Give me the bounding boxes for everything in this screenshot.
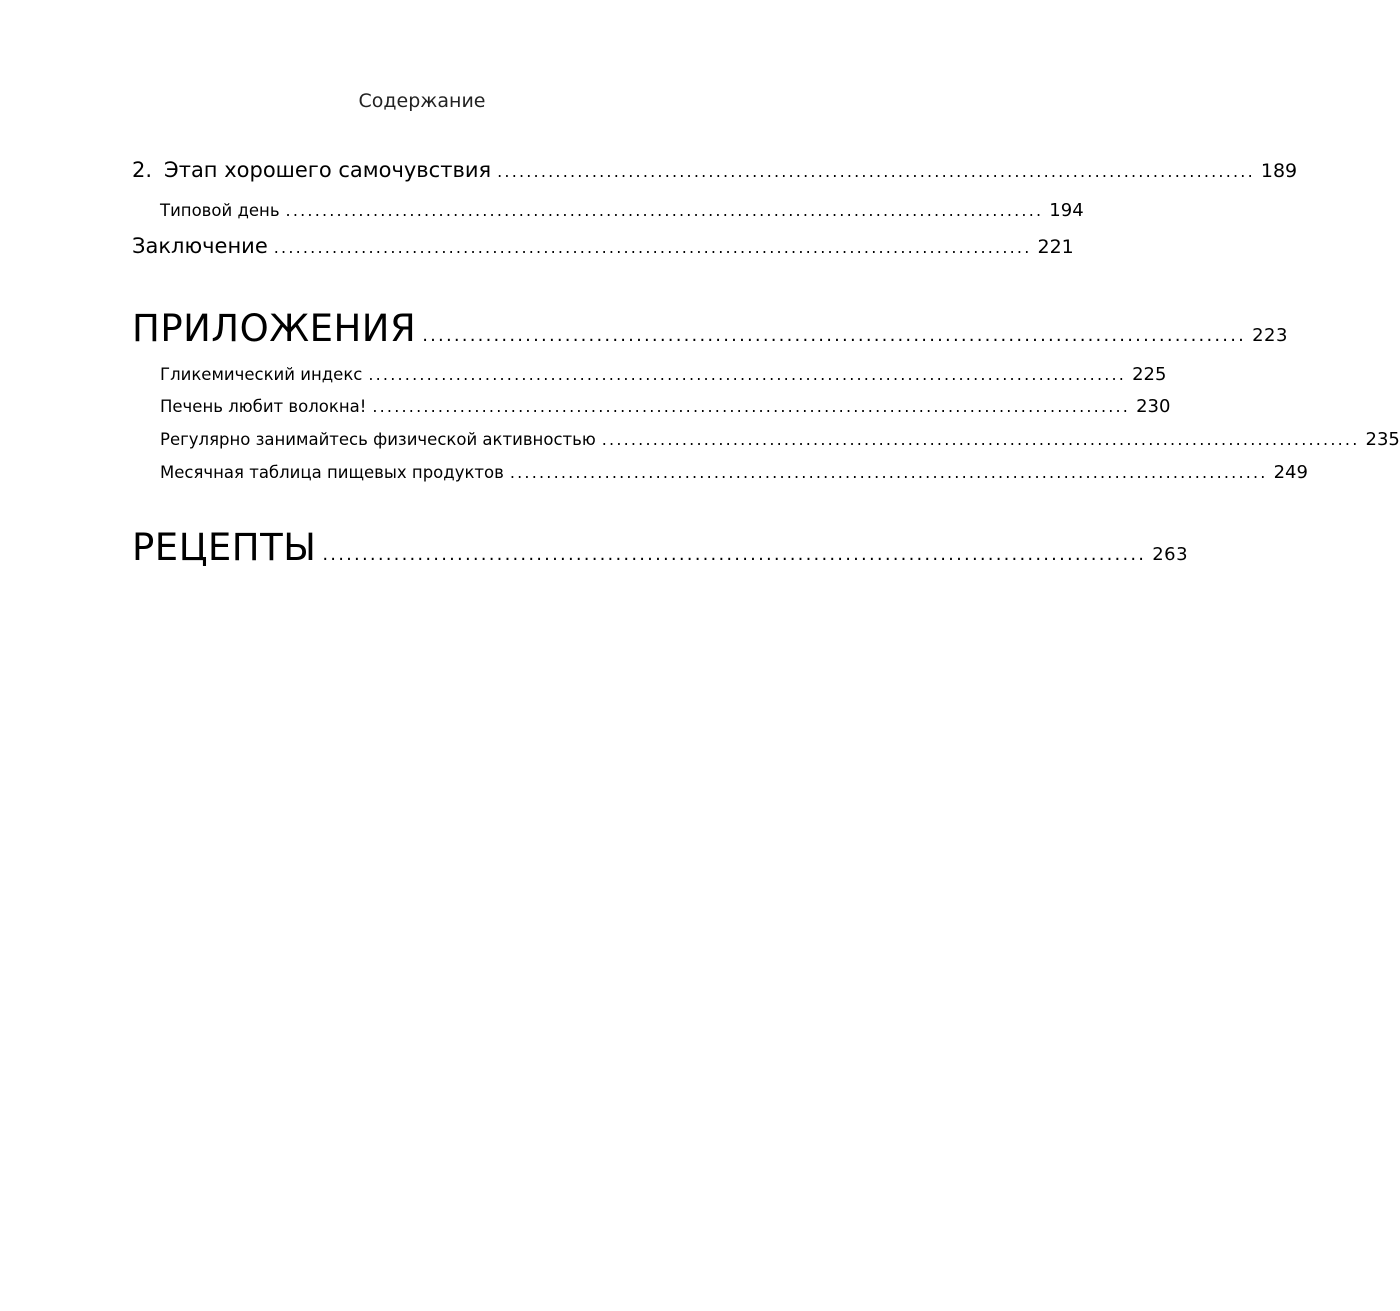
entry-title: Печень любит волокна! [160,397,367,416]
dot-leader: ........................................................................................................ [322,544,1147,565]
entry-page: 194 [1049,200,1084,221]
toc-part-recipes [132,526,1189,569]
entry-page: 235 [1365,429,1400,450]
dot-leader: ........................................................................................................ [497,162,1255,181]
entry-page: 221 [1037,236,1074,258]
toc-entry-physical-activity [160,429,1400,450]
dot-leader: ........................................................................................................ [422,325,1247,346]
dot-leader: ........................................................................................................ [285,201,1044,220]
toc-entry-conclusion [132,234,1074,258]
entry-page: 230 [1136,396,1171,417]
entry-title: Гликемический индекс [160,365,363,384]
toc-entry-liver-fiber [160,396,1171,417]
dot-leader: ........................................................................................................ [509,463,1268,482]
entry-page: 263 [1152,544,1189,565]
dot-leader: ........................................................................................................ [601,430,1360,449]
part-title: РЕЦЕПТЫ [132,526,317,569]
entry-page: 249 [1273,462,1308,483]
entry-title: Регулярно занимайтесь физической активностью [160,430,596,449]
toc-entry-glycemic-index [160,364,1167,385]
toc-entry-stage [132,158,1298,182]
entry-number: 2. [132,158,153,182]
part-title: ПРИЛОЖЕНИЯ [132,307,417,350]
entry-page: 223 [1252,325,1288,346]
running-head: Содержание [358,90,486,112]
toc-entry-food-table [160,462,1308,483]
entry-page: 225 [1132,364,1167,385]
toc-part-appendices [132,307,1288,350]
entry-title: Заключение [132,234,268,258]
toc-entry-typical-day [160,200,1084,221]
entry-title: Месячная таблица пищевых продуктов [160,463,504,482]
entry-title: Этап хорошего самочувствия [164,158,492,182]
dot-leader: ........................................................................................................ [372,397,1131,416]
entry-title: Типовой день [160,201,280,220]
dot-leader: ........................................................................................................ [368,365,1127,384]
dot-leader: ........................................................................................................ [273,238,1032,257]
entry-page: 189 [1260,160,1298,182]
